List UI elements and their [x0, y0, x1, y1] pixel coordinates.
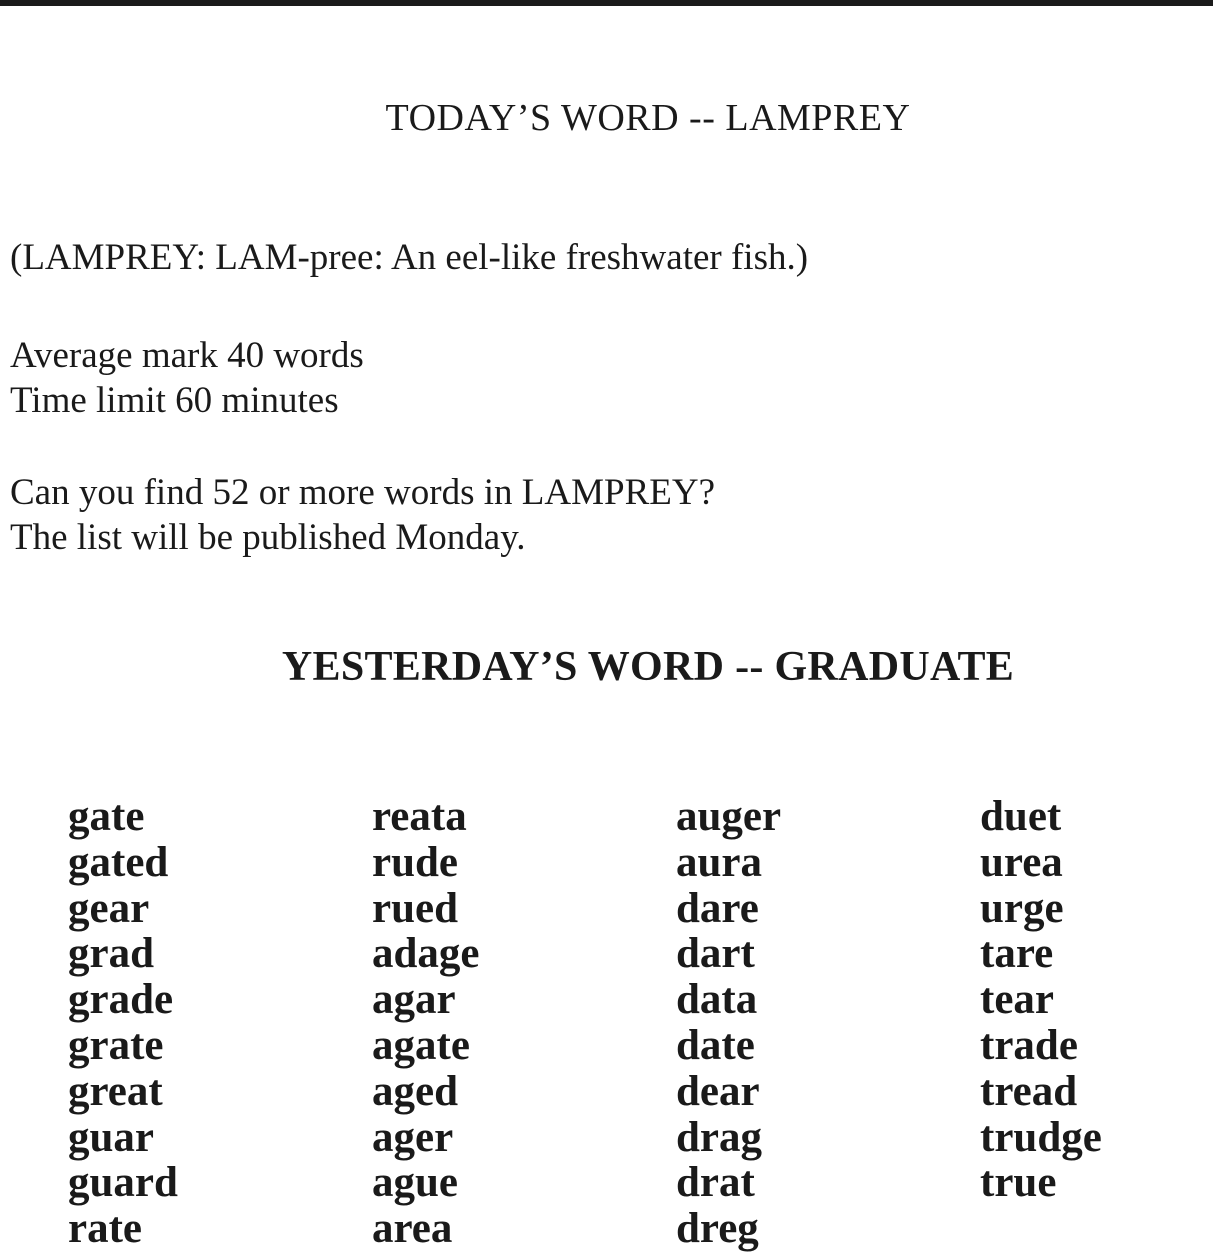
answer-word: adage	[372, 930, 480, 978]
answer-word: drat	[676, 1159, 755, 1207]
answer-word: tear	[980, 976, 1054, 1024]
answer-word: dare	[676, 884, 759, 932]
time-limit: Time limit 60 minutes	[10, 380, 339, 421]
answer-word: trade	[980, 1021, 1078, 1069]
word-column-4	[980, 794, 1102, 1206]
answer-word: grade	[68, 976, 174, 1024]
answer-word: gate	[68, 793, 145, 840]
answer-word: duet	[980, 793, 1062, 840]
answer-word: dart	[676, 930, 755, 978]
answer-word: trudge	[980, 1113, 1102, 1161]
word-definition: (LAMPREY: LAM-pree: An eel-like freshwater fish.)	[10, 237, 809, 278]
answer-word: rued	[372, 884, 458, 932]
answer-word: grate	[68, 1021, 164, 1069]
answer-word: gear	[68, 884, 150, 932]
answer-word: tread	[980, 1067, 1078, 1115]
top-border-rule	[0, 0, 1213, 6]
answer-word: gated	[68, 838, 169, 886]
answer-word: grad	[68, 930, 154, 978]
word-column-2	[372, 794, 480, 1252]
answer-word: dear	[676, 1067, 760, 1115]
answer-word: tare	[980, 930, 1054, 978]
yesterdays-word-heading: YESTERDAY’S WORD -- GRADUATE	[281, 644, 1015, 690]
publish-note: The list will be published Monday.	[10, 517, 526, 558]
answer-word: auger	[676, 793, 782, 840]
answer-word: aura	[676, 838, 762, 886]
answer-word: rude	[372, 838, 458, 886]
answer-word: true	[980, 1159, 1057, 1207]
puzzle-stats	[10, 333, 364, 423]
answer-word: reata	[372, 793, 467, 840]
answer-word: drag	[676, 1113, 762, 1161]
answer-word: guar	[68, 1113, 154, 1161]
answer-word: area	[372, 1205, 453, 1253]
answer-word: date	[676, 1021, 755, 1069]
answer-word: data	[676, 976, 758, 1024]
answer-word: agar	[372, 976, 456, 1024]
challenge-text	[10, 470, 715, 560]
answer-word: ager	[372, 1113, 454, 1161]
answer-word: urea	[980, 838, 1063, 886]
word-column-1	[68, 794, 178, 1252]
average-mark: Average mark 40 words	[10, 335, 364, 376]
answer-word: guard	[68, 1159, 178, 1207]
answer-word-list	[68, 794, 1208, 1254]
answer-word: agate	[372, 1021, 470, 1069]
answer-word: dreg	[676, 1205, 759, 1253]
answer-word: ague	[372, 1159, 458, 1207]
word-column-3	[676, 794, 781, 1252]
answer-word: great	[68, 1067, 163, 1115]
answer-word: aged	[372, 1067, 458, 1115]
challenge-question: Can you find 52 or more words in LAMPREY?	[10, 472, 715, 513]
answer-word: urge	[980, 884, 1064, 932]
todays-word-heading: TODAY’S WORD -- LAMPREY	[385, 97, 911, 139]
answer-word: rate	[68, 1205, 142, 1253]
